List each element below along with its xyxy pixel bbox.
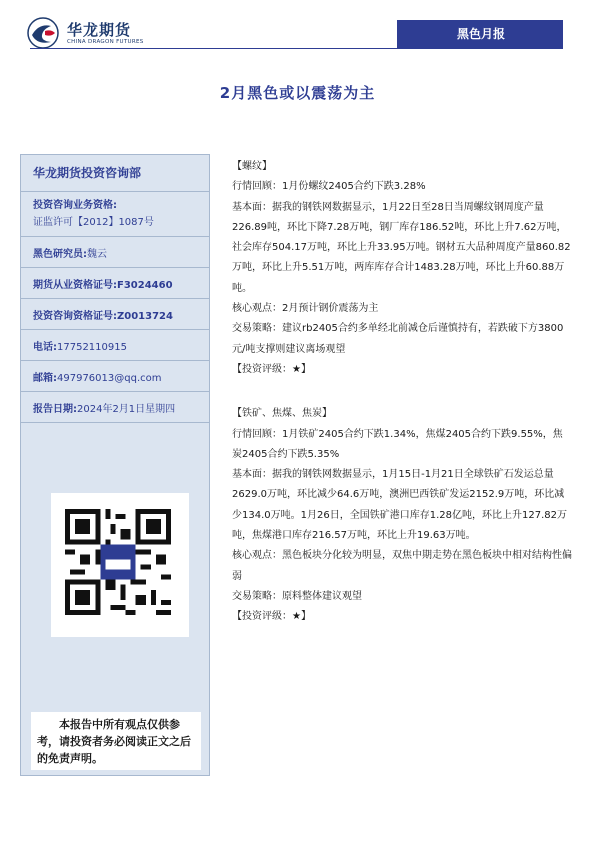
company-logo <box>27 17 177 51</box>
researcher-label: 黑色研究员: <box>33 249 87 260</box>
futures-cert-label: 期货从业资格证号: <box>33 280 117 291</box>
phone-label: 电话: <box>33 342 57 353</box>
dragon-logo-icon <box>27 17 59 49</box>
qualification-row <box>21 192 209 237</box>
consult-cert-value: Z0013724 <box>117 311 173 322</box>
department-heading: 华龙期货投资咨询部 <box>21 155 209 192</box>
investment-rating: 【投资评级：★】 <box>232 611 311 623</box>
consult-cert-row <box>21 299 209 330</box>
date-value: 2024年2月1日星期四 <box>77 404 176 415</box>
market-review: 行情回顾：1月份螺纹2405合约下跌3.28% <box>232 181 426 193</box>
section-spacer <box>232 380 572 404</box>
trading-strategy: 交易策略：原料整体建议观望 <box>232 590 362 602</box>
futures-cert-row <box>21 268 209 299</box>
qualification-label: 投资咨询业务资格: <box>33 200 117 211</box>
info-sidebar <box>20 154 210 776</box>
investment-rating: 【投资评级：★】 <box>232 363 311 375</box>
phone-value: 17752110915 <box>57 342 127 353</box>
email-label: 邮箱: <box>33 373 57 384</box>
researcher-value: 魏云 <box>87 249 107 260</box>
consult-cert-label: 投资咨询资格证号: <box>33 311 117 322</box>
fundamentals-text: 基本面：据我的钢铁网数据显示，1月22日至28日当周螺纹钢周度产量226.89吨，环比下降7.28万吨，钢厂库存186.52吨，环比上升7.62万吨，社会库存504.17万吨，环比上升33.95万吨。钢材五大品种周度产量860.82万吨，环比上升5.51万吨，两库库存合计1483.28万吨，环比上升60.88万吨。 <box>232 201 571 294</box>
qualification-value: 证监许可【2012】1087号 <box>33 217 154 228</box>
section-heading: 【铁矿、焦煤、焦炭】 <box>232 408 332 420</box>
fundamentals-text: 基本面：据我的钢铁网数据显示，1月15日-1月21日全球铁矿石发运总量2629.0万吨，环比减少64.6万吨，澳洲巴西铁矿发运2152.9万吨，环比减少134.0万吨。1月26日，全国铁矿港口库存1.28亿吨，环比上升127.82万吨，焦煤港口库存216.57万吨，环比上升19.63万吨。 <box>232 469 567 542</box>
section-heading: 【螺纹】 <box>232 161 272 172</box>
researcher-row <box>21 237 209 268</box>
company-name: 华龙期货 <box>67 21 132 39</box>
futures-cert-value: F3024460 <box>117 280 173 291</box>
trading-strategy: 交易策略：建议rb2405合约多单经北前减仓后谨慎持有，若跌破下方3800元/吨支撑则建议离场观望 <box>232 323 564 355</box>
core-view: 核心观点：2月预计钢价震荡为主 <box>232 303 379 315</box>
qr-code-panel <box>51 493 189 637</box>
email-row <box>21 361 209 392</box>
date-row <box>21 392 209 423</box>
disclaimer-text: 本报告中所有观点仅供参考，请投资者务必阅读正文之后的免责声明。 <box>31 712 201 770</box>
phone-row <box>21 330 209 361</box>
company-name-en: CHINA DRAGON FUTURES <box>67 39 144 45</box>
market-review: 行情回顾：1月铁矿2405合约下跌1.34%，焦煤2405合约下跌9.55%，焦炭2405合约下跌5.35% <box>232 428 563 460</box>
page-title: 2月黑色或以震荡为主 <box>219 84 376 102</box>
qr-code-icon <box>65 509 171 615</box>
report-type-tag: 黑色月报 <box>397 20 563 48</box>
email-value[interactable]: 497976013@qq.com <box>57 373 162 384</box>
core-view: 核心观点：黑色板块分化较为明显，双焦中期走势在黑色板块中相对结构性偏弱 <box>232 550 572 582</box>
report-body <box>232 157 572 628</box>
header-divider <box>30 48 563 49</box>
date-label: 报告日期: <box>33 404 77 415</box>
